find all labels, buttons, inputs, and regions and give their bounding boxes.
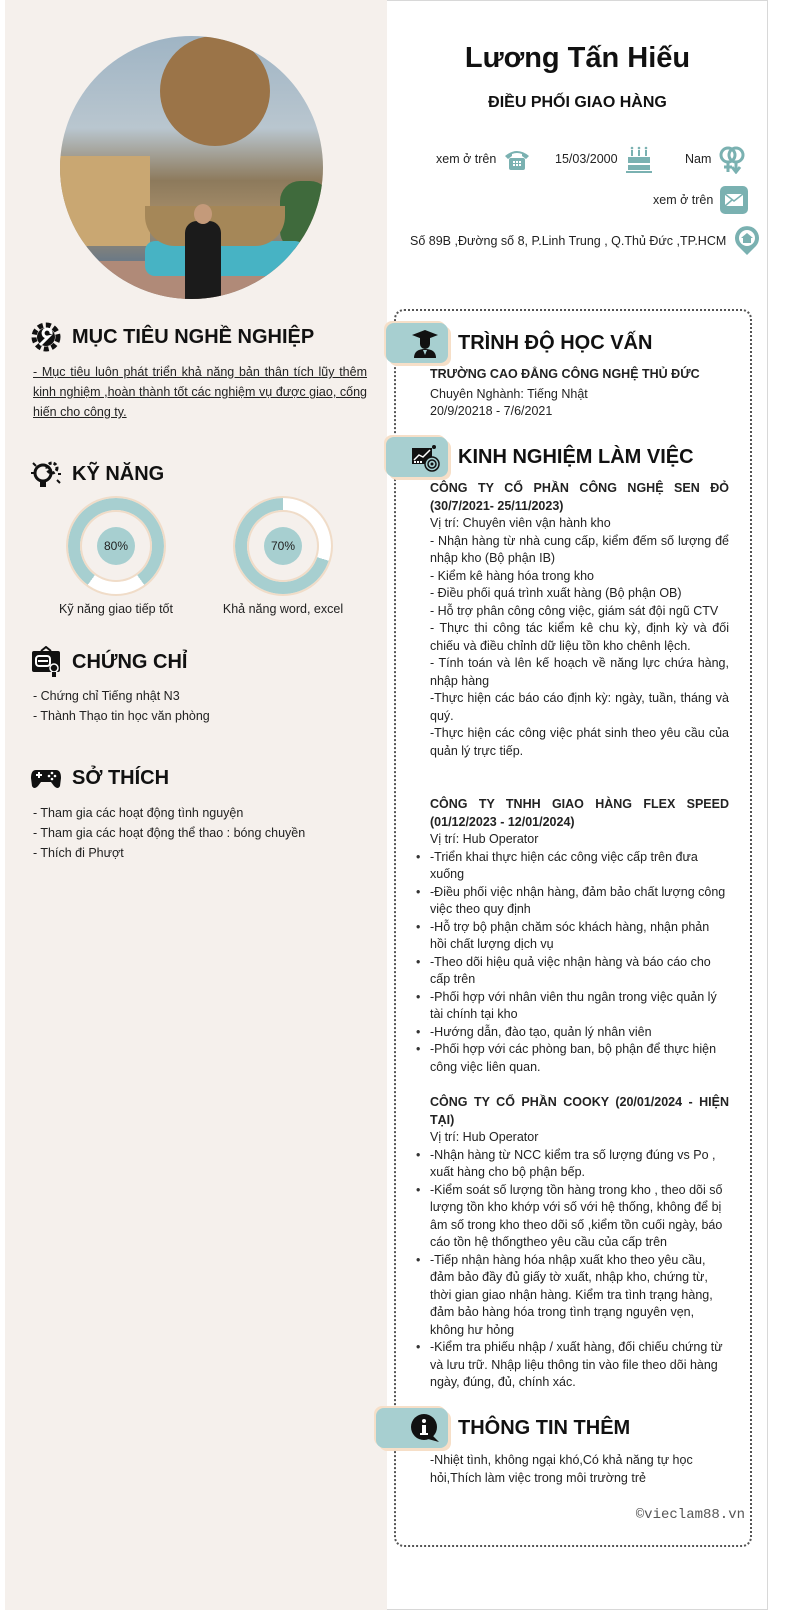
address-value: Số 89B ,Đường số 8, P.Linh Trung , Q.Thủ Đức ,TP.HCM (410, 234, 727, 248)
education-tab (386, 323, 448, 363)
education-period: 20/9/20218 - 7/6/2021 (430, 404, 553, 418)
experience-tab (386, 437, 448, 477)
hobby-item: - Thích đi Phượt (33, 846, 124, 860)
school-name: TRƯỜNG CAO ĐẲNG CÔNG NGHỆ THỦ ĐỨC (430, 367, 700, 381)
skill-percent: 70% (264, 527, 302, 565)
job-duty: - Điều phối quá trình xuất hàng (Bộ phận OB) (430, 586, 682, 600)
job-duty: -Thực hiện các công việc phát sinh theo yêu cầu của quản lý trực tiếp. (430, 726, 729, 758)
job-duty: - Nhận hàng từ nhà cung cấp, kiểm đếm số lượng để nhập kho (Bộ phận IB) (430, 533, 729, 565)
job-company: CÔNG TY CỔ PHẦN COOKY (20/01/2024 - HIỆN TẠI) (430, 1095, 729, 1127)
additional-section-heading (376, 1408, 630, 1448)
education-section-heading (386, 323, 652, 363)
contact-email (653, 185, 749, 215)
education-details (430, 366, 729, 421)
hobby-item: - Tham gia các hoạt động thể thao : bóng chuyền (33, 826, 306, 840)
hobbies-section-heading (30, 762, 169, 794)
job-company: CÔNG TY TNHH GIAO HÀNG FLEX SPEED (01/12/2023 - 12/01/2024) (430, 797, 729, 829)
education-major: Chuyên Nghành: Tiếng Nhật (430, 386, 588, 401)
job-duty: • -Hướng dẫn, đào tạo, quản lý nhân viên (430, 1024, 729, 1042)
job-position: Vị trí: Hub Operator (430, 1130, 539, 1144)
job-duty: • -Hỗ trợ bộ phận chăm sóc khách hàng, nhận phản hồi chất lượng dịch vụ (430, 919, 729, 954)
skill-item (41, 498, 191, 616)
education-heading: TRÌNH ĐỘ HỌC VẤN (458, 331, 653, 354)
job-position: Vị trí: Hub Operator (430, 832, 539, 846)
job-duties-list (430, 849, 729, 1077)
job-duty: - Thực thi công tác kiểm kê chu kỳ, định kỳ và đối chiếu và điều chỉnh dữ liệu tồn kho chênh lệch. (430, 621, 729, 653)
job-duty: - Tính toán và lên kế hoạch về năng lực chứa hàng, nhập hàng (430, 656, 729, 688)
skill-label: Kỹ năng giao tiếp tốt (59, 602, 173, 616)
job-duty: • -Điều phối việc nhận hàng, đảm bảo chất lượng công việc theo quy định (430, 884, 729, 919)
lightbulb-gear-icon (30, 458, 62, 490)
email-value: xem ở trên (653, 193, 714, 207)
job-duty: • -Theo dõi hiệu quả việc nhận hàng và báo cáo cho cấp trên (430, 954, 729, 989)
job-entry (430, 796, 729, 1076)
job-entry (430, 1094, 729, 1392)
hobbies-heading: SỞ THÍCH (72, 766, 170, 789)
home-pin-icon (732, 226, 762, 256)
skill-progress-ring (68, 498, 164, 594)
birthday-value: 15/03/2000 (555, 152, 618, 166)
cake-icon (624, 144, 654, 174)
experience-heading: KINH NGHIỆM LÀM VIỆC (458, 445, 694, 468)
objective-heading: MỤC TIÊU NGHỀ NGHIỆP (72, 325, 315, 348)
job-duty: • -Nhận hàng từ NCC kiểm tra số lượng đúng vs Po , xuất hàng cho bộ phận bếp. (430, 1147, 729, 1182)
job-entry (430, 480, 729, 760)
certificate-item: - Chứng chỉ Tiếng nhật N3 (33, 689, 180, 703)
additional-heading: THÔNG TIN THÊM (458, 1416, 631, 1439)
contact-phone (436, 144, 532, 174)
job-title: ĐIỀU PHỐI GIAO HÀNG (488, 94, 667, 111)
skill-percent: 80% (97, 527, 135, 565)
job-duty: - Hỗ trợ phân công công việc, giám sát đội ngũ CTV (430, 603, 719, 618)
skill-progress-ring (235, 498, 331, 594)
phone-value: xem ở trên (436, 152, 497, 166)
gamepad-icon (30, 762, 62, 794)
skill-item (208, 498, 358, 616)
skills-heading: KỸ NĂNG (72, 462, 165, 485)
job-duty: • -Kiểm tra phiếu nhập / xuất hàng, đối chiếu chứng từ và lưu trữ. Nhập liệu thông tin vào file theo dõi hàng ngày, đúng, đủ, chính xác. (430, 1339, 729, 1392)
experience-section-heading (386, 437, 694, 477)
gender-icon (717, 144, 747, 174)
hobby-item: - Tham gia các hoạt động tình nguyện (33, 806, 244, 820)
job-duty: - Kiểm kê hàng hóa trong kho (430, 568, 594, 583)
info-bubble-icon (410, 1413, 440, 1443)
graduate-icon (410, 328, 440, 358)
contact-gender (685, 144, 747, 174)
job-position: Vị trí: Chuyên viên vận hành kho (430, 516, 611, 530)
certificates-heading: CHỨNG CHỈ (72, 650, 188, 673)
job-duty: • -Triển khai thực hiện các công việc cấp trên đưa xuống (430, 849, 729, 884)
skills-section-heading (30, 458, 164, 490)
job-duty: • -Kiểm soát số lượng tồn hàng trong kho , theo dõi số lượng tồn kho khớp với số với hệ thống, không để bị âm số trong kho theo dõi số ,kiểm tồn cuối ngày, báo cáo tồn hệ thốngtheo yêu cầu của cấp trên (430, 1182, 729, 1252)
contact-address (410, 226, 762, 256)
wrench-gear-icon (30, 321, 62, 353)
job-duty: • -Phối hợp với nhân viên thu ngân trong việc quản lý tài chính tại kho (430, 989, 729, 1024)
job-company: CÔNG TY CỔ PHẦN CÔNG NGHỆ SEN ĐỎ (30/7/2021- 25/11/2023) (430, 481, 729, 513)
objective-section-heading (30, 321, 314, 353)
mail-icon (719, 185, 749, 215)
gender-value: Nam (685, 152, 712, 166)
avatar-photo (60, 36, 323, 299)
objective-text: - Mục tiêu luôn phát triển khả năng bản thân tích lũy thêm kinh nghiệm ,hoàn thành tốt các nghiệm vụ được giao, cống hiến cho công ty. (33, 365, 367, 419)
job-duty: • -Phối hợp với các phòng ban, bộ phận để thực hiện công việc liên quan. (430, 1041, 729, 1076)
chart-target-icon (410, 442, 440, 472)
additional-text: -Nhiệt tình, không ngại khó,Có khả năng tự học hỏi,Thích làm việc trong môi trường trẻ (430, 1453, 693, 1485)
certificate-item: - Thành Thạo tin học văn phòng (33, 709, 210, 723)
candidate-name: Lương Tấn Hiếu (464, 42, 691, 74)
certificate-icon (30, 646, 62, 678)
certificates-section-heading (30, 646, 187, 678)
job-duty: • -Tiếp nhận hàng hóa nhập xuất kho theo yêu cầu, đảm bảo đầy đủ giấy tờ xuất, nhập kho, chứng từ, thời gian giao nhận hàng. Kiểm tra tình trạng hàng, đảm bảo hàng hóa trong tình trạng nguyên vẹn, không hư hỏng (430, 1252, 729, 1340)
additional-tab (376, 1408, 448, 1448)
job-duties-list (430, 1147, 729, 1392)
watermark: ©vieclam88.vn (635, 1507, 745, 1523)
phone-icon (502, 144, 532, 174)
skill-label: Khả năng word, excel (222, 602, 344, 616)
contact-birthday (555, 144, 654, 174)
job-duty: -Thực hiện các báo cáo định kỳ: ngày, tuần, tháng và quý. (430, 691, 729, 723)
